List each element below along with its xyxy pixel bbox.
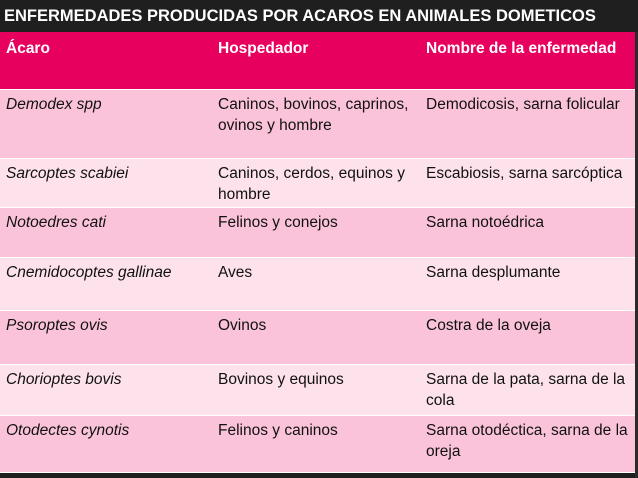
cell-enfermedad: Escabiosis, sarna sarcóptica [420,158,638,207]
cell-enfermedad: Costra de la oveja [420,310,638,364]
table-header-row [0,32,638,89]
table-row [0,310,638,364]
cell-hospedador: Ovinos [212,310,420,364]
cell-acaro: Notoedres cati [0,207,212,257]
page-title: ENFERMEDADES PRODUCIDAS POR ACAROS EN ANIMALES DOMETICOS [4,7,596,25]
cell-acaro: Demodex spp [0,89,212,158]
cell-acaro: Otodectes cynotis [0,415,212,472]
cell-acaro: Cnemidocoptes gallinae [0,257,212,310]
table-row [0,364,638,415]
header-enfermedad: Nombre de la enfermedad [420,32,638,89]
cell-acaro: Sarcoptes scabiei [0,158,212,207]
header-hospedador: Hospedador [212,32,420,89]
table-row [0,207,638,257]
cell-hospedador: Caninos, cerdos, equinos y hombre [212,158,420,207]
header-acaro: Ácaro [0,32,212,89]
cell-hospedador: Felinos y caninos [212,415,420,472]
cell-hospedador: Felinos y conejos [212,207,420,257]
table-row [0,257,638,310]
cell-hospedador: Aves [212,257,420,310]
cell-enfermedad: Sarna de la pata, sarna de la cola [420,364,638,415]
table-row [0,89,638,158]
cell-acaro: Psoroptes ovis [0,310,212,364]
cell-acaro: Chorioptes bovis [0,364,212,415]
mites-table [0,32,638,473]
cell-hospedador: Caninos, bovinos, caprinos, ovinos y hombre [212,89,420,158]
cell-enfermedad: Sarna desplumante [420,257,638,310]
cell-enfermedad: Demodicosis, sarna folicular [420,89,638,158]
table-row [0,415,638,472]
cell-enfermedad: Sarna notoédrica [420,207,638,257]
cell-hospedador: Bovinos y equinos [212,364,420,415]
cell-enfermedad: Sarna otodéctica, sarna de la oreja [420,415,638,472]
table-row [0,158,638,207]
